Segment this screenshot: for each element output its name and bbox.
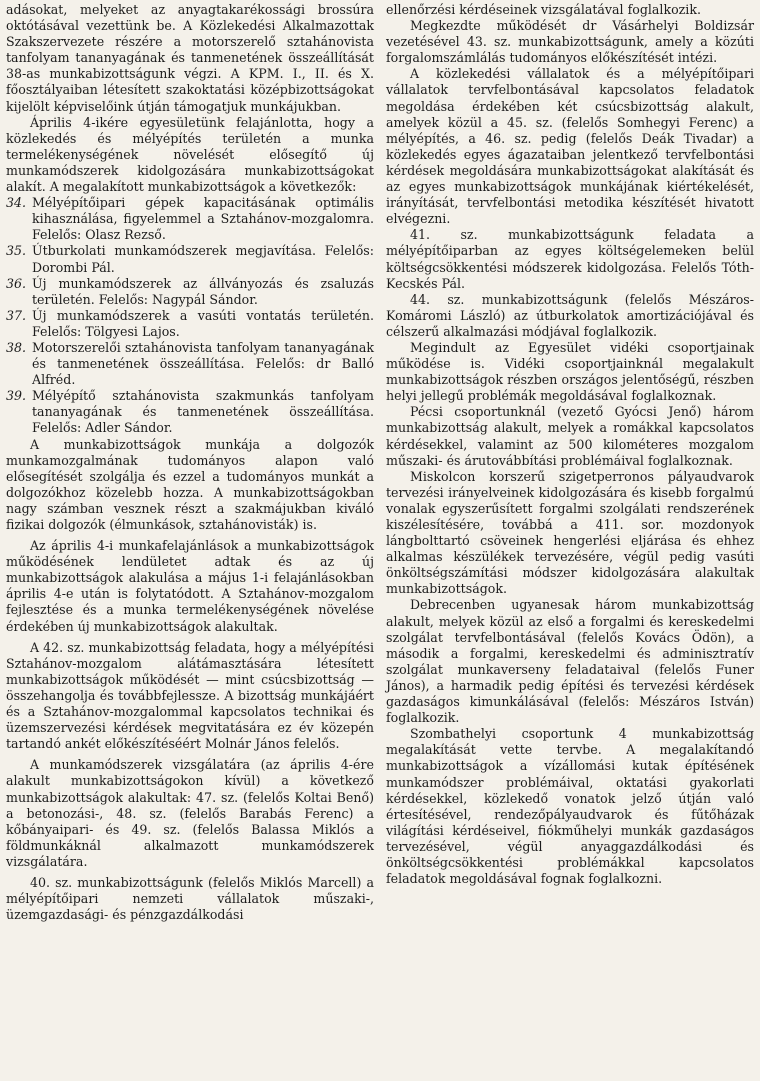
paragraph: Szombathelyi csoportunk 4 munkabizottság megalakítását vette tervbe. A megalakítandó munkabizottságok a vízállomási kutak építésének munkamódszer problémáival, oktatási gyakorlati kérdésekkel, közlekedő vonatok jelző útján való értesítésével, rendezőpályaudvarok és fűtőházak világítási kérdéseivel, fiókműhelyi munkák gazdaságos tervezésével, végül anyaggazdálkodási és önköltségcsökkentési problémákkal kapcsolatos feladatok megoldásával fognak foglalkozni. [386,726,754,887]
paragraph: A 42. sz. munkabizottság feladata, hogy a mélyépítési Sztahánov-mozgalom alátámasztására létesített munkabizottságok működését — mint csúcsbizottság — összehangolja és továbbfejlessze. A bizottság munkájáért és a Sztahánov-mozgalommal kapcsolatos technikai és üzemszervezési kérdések megvitatására ez év közepén tartandó ankét előkészítéséért Molnár János felelős. [6,639,374,752]
committee-list [6,195,374,436]
paragraph: 41. sz. munkabizottságunk feladata a mélyépítőiparban az egyes költségelemeken belül költségcsökkentési módszerek kidolgozása. Felelős Tóth-Kecskés Pál. [386,227,754,291]
list-number: 35. [6,243,27,259]
paragraph: Miskolcon korszerű szigetperronos pályaudvarok tervezési irányelveinek kidolgozására és kisebb forgalmú vonalak egyszerűsített forgalmi szolgálati rendszerének kiszélesítésére, továbbá a 411. sor. mozdonyok lángbolttartó csöveinek hengerlési eljárása és ehhez alkalmas készülékek tervezésére, végül pedig vasúti önköltségszámítási módszer kidolgozására alakultak munkabizottságok. [386,468,754,597]
paragraph: 44. sz. munkabizottságunk (felelős Mészáros-Komáromi László) az útburkolatok amortizációjával és célszerű alkalmazási módjával foglalkozik. [386,291,754,339]
list-number: 34. [6,195,27,211]
list-item [6,243,374,275]
paragraph: A munkabizottságok munkája a dolgozók munkamozgalmának tudományos alapon való elősegítését szolgálja és ezzel a tudományos munkát a dolgozókhoz közelebb hozza. A munkabizottságokban nagy számban vesznek részt a szakmájukban kiváló fizikai dolgozók (élmunkások, sztahánovisták) is. [6,436,374,532]
left-column [6,2,374,1081]
paragraph: Az április 4-i munkafelajánlások a munkabizottságok működésének lendületet adtak és az új munkabizottságok alakulása a május 1-i felajánlásokban április 4-e után is folytatódott. A Sztahánov-mozgalom fejlesztése és a munka termelékenységének növelése érdekében új munkabizottságok alakultak. [6,538,374,634]
list-text: Új munkamódszerek az állványozás és zsaluzás területén. Felelős: Nagypál Sándor. [32,275,374,307]
paragraph: A munkamódszerek vizsgálatára (az április 4-ére alakult munkabizottságokon kívül) a következő munkabizottságok alakultak: 47. sz. (felelős Koltai Benő) a betonozási-, 48. sz. (felelős Barabás Ferenc) a kőbányaipari- és 49. sz. (felelős Balassa Miklós a földmunkáknál alkalmazott munkamódszerek vizsgálatára. [6,757,374,869]
list-number: 39. [6,388,27,404]
paragraph: Megkezdte működését dr Vásárhelyi Boldizsár vezetésével 43. sz. munkabizottságunk, amely a közúti forgalomszámlálás tudományos előkészítését intézi. [386,18,754,66]
list-text: Új munkamódszerek a vasúti vontatás területén. Felelős: Tölgyesi Lajos. [32,307,374,339]
list-number: 38. [6,339,27,355]
paragraph: A közlekedési vállalatok és a mélyépítőipari vállalatok tervfelbontásával kapcsolatos feladatok megoldása érdekében két csúcsbizottság alakult, amelyek közül a 45. sz. (felelős Somhegyi Ferenc) a mélyépítés, a 46. sz. pedig (felelős Deák Tivadar) a közlekedés egyes ágazataiban jelentkező tervfelbontási kérdések megoldására munkabizottságokat alakítását és az egyes munkabizottságok munkájának kiértékelését, irányítását, tervfelbontási metodika készítését hivatott elvégezni. [386,66,754,227]
paragraph: ellenőrzési kérdéseinek vizsgálatával foglalkozik. [386,2,701,17]
list-text: Motorszerelői sztahánovista tanfolyam tananyagának és tanmenetének összeállítása. Felelős: dr Balló Alfréd. [32,339,374,388]
list-item [6,308,374,340]
paragraph: Debrecenben ugyanesak három munkabizottság alakult, melyek közül az első a forgalmi és kereskedelmi szolgálat tervfelbontásával (felelős Kovács Ödön), a második a forgalmi, kereskedelmi és adminisztratív szolgálat munkaverseny feladataival (felelős Funer János), a harmadik pedig építési és tervezési kérdések gazdaságos kimunkálásával (felelős: Mészáros István) foglalkozik. [386,597,754,726]
list-text: Mélyépítőipari gépek kapacitásának optimális kihasználása, figyelemmel a Sztahánov-mozgalomra. Felelős: Olasz Rezső. [32,195,374,243]
list-item [6,195,374,243]
paragraph: adásokat, melyeket az anyagtakarékossági brossúra októtásával vezettünk be. A Közlekedési Alkalmazottak Szakszervezete részére a motorszerelő sztahánovista tanfolyam tananyagának és tanmenetének összeállítását 38-as munkabizottságunk végzi. A KPM. I., II. és X. főosztályaiban létesített szakoktatási középbizottságokat kijelölt képviselőink útján támogatjuk munkájukban. [6,2,374,114]
list-item [6,388,374,436]
right-column [386,2,754,1081]
paragraph: 40. sz. munkabizottságunk (felelős Miklós Marcell) a mélyépítőipari nemzeti vállalatok műszaki-, üzemgazdasági- és pénzgazdálkodási [6,874,374,923]
paragraph: Pécsi csoportunknál (vezető Gyócsi Jenő) három munkabizottság alakult, melyek a romákkal kapcsolatos kérdésekkel, valamint az 500 kilométeres mozgalom műszaki- és árutovábbítási problémáival foglalkoznak. [386,404,754,468]
list-number: 37. [6,307,27,323]
list-text: Mélyépítő sztahánovista szakmunkás tanfolyam tananyagának és tanmenetének összeállítása. Felelős: Adler Sándor. [32,388,374,436]
list-text: Útburkolati munkamódszerek megjavítása. Felelős: Dorombi Pál. [32,243,374,275]
list-item [6,276,374,308]
list-item [6,340,374,388]
paragraph: Április 4-ikére egyesületünk felajánlotta, hogy a közlekedés és mélyépítés területén a munka termelékenységének növelését elősegítő új munkamódszerek kidolgozására munkabizottságokat alakít. A megalakított munkabizottságok a következők: [6,114,374,195]
list-number: 36. [6,275,27,291]
paragraph: Megindult az Egyesület vidéki csoportjainak működése is. Vidéki csoportjainknál megalakult munkabizottságok részben országos jelentőségű, részben helyi jellegű problémák megoldásával foglalkoznak. [386,339,754,404]
